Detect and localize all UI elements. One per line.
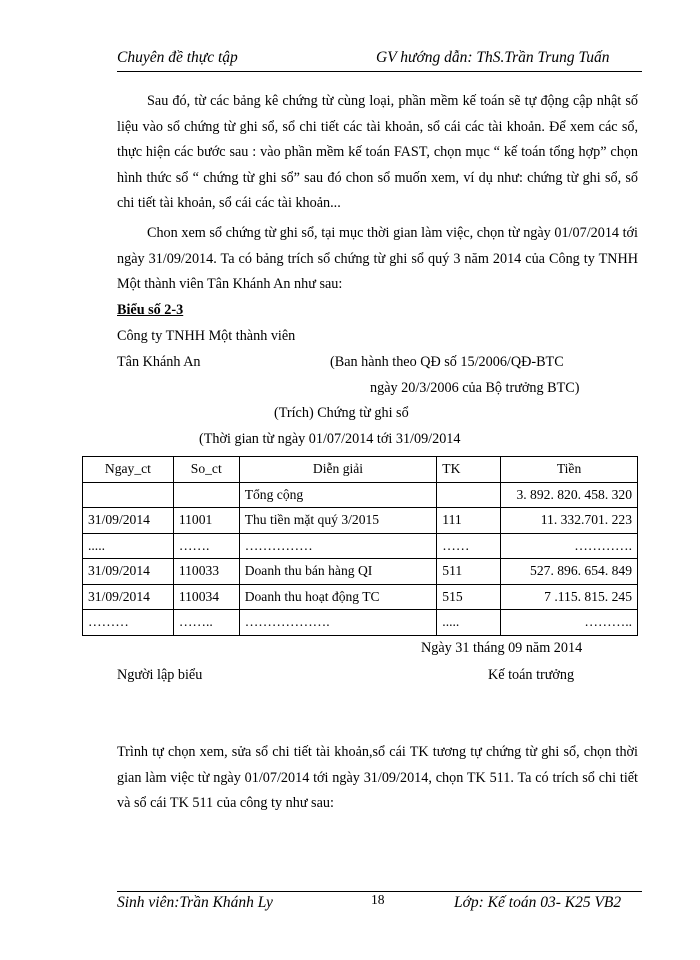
voucher-table xyxy=(82,456,638,636)
signature-date: Ngày 31 tháng 09 năm 2014 xyxy=(421,640,583,656)
header-rule xyxy=(117,71,642,72)
decree-line-1: (Ban hành theo QĐ số 15/2006/QĐ-BTC xyxy=(330,354,564,370)
cell-amount: 11. 332.701. 223 xyxy=(501,508,638,534)
decree-line-2: ngày 20/3/2006 của Bộ trưởng BTC) xyxy=(370,380,580,396)
paragraph-1: Sau đó, từ các bảng kê chứng từ cùng loại, phần mềm kế toán sẽ tự động cập nhật số liệu vào sổ chứng từ ghi sổ, sổ chi tiết các tài khoản, sổ cái các tài khoản. Để xem các sổ, thực hiện các bước sau : vào phần mềm kế toán FAST, chọn mục “ kế toán tổng hợp” chọn hình thức sổ “ chứng từ ghi sổ” sau đó chon sổ muốn xem, ví dụ như: chứng từ ghi sổ, sổ chi tiết tài khoản, sổ cái các tài khoản... xyxy=(117,93,638,211)
table-row xyxy=(83,508,638,534)
cell-account: 515 xyxy=(437,584,501,610)
cell-date: ..... xyxy=(83,533,174,559)
cell-date: 31/09/2014 xyxy=(83,559,174,585)
company-line-2: Tân Khánh An xyxy=(117,354,201,370)
cell-number: 110033 xyxy=(173,559,239,585)
cell-account: 111 xyxy=(437,508,501,534)
col-header-description: Diễn giải xyxy=(239,457,437,483)
col-header-amount: Tiền xyxy=(501,457,638,483)
cell-account: …… xyxy=(437,533,501,559)
signature-preparer: Người lập biểu xyxy=(117,667,203,683)
cell-date: 31/09/2014 xyxy=(83,584,174,610)
cell-description: …………… xyxy=(239,533,437,559)
footer-student: Sinh viên:Trần Khánh Ly xyxy=(117,894,273,911)
cell-date: 31/09/2014 xyxy=(83,508,174,534)
table-row xyxy=(83,559,638,585)
cell-account: 511 xyxy=(437,559,501,585)
table-header-row xyxy=(83,457,638,483)
paragraph-3: Trình tự chọn xem, sửa sổ chi tiết tài khoản,sổ cái TK tương tự chứng từ ghi sổ, chọn thời gian làm việc từ ngày 01/07/2014 tới ngày 31/09/2014, chọn TK 511. Ta có trích sổ chi tiết và sổ cái TK 511 của công ty như sau: xyxy=(117,744,638,811)
footer-class: Lớp: Kế toán 03- K25 VB2 xyxy=(454,894,622,911)
cell-amount: …………. xyxy=(501,533,638,559)
voucher-title: (Trích) Chứng từ ghi sổ xyxy=(274,405,409,421)
col-header-number: So_ct xyxy=(173,457,239,483)
cell-number: …….. xyxy=(173,610,239,636)
cell-description: Doanh thu bán hàng QI xyxy=(239,559,437,585)
company-line-1: Công ty TNHH Một thành viên xyxy=(117,328,296,344)
cell-amount: ……….. xyxy=(501,610,638,636)
table-row xyxy=(83,610,638,636)
table-row xyxy=(83,584,638,610)
table-row xyxy=(83,482,638,508)
cell-amount: 3. 892. 820. 458. 320 xyxy=(501,482,638,508)
col-header-account: TK xyxy=(437,457,501,483)
cell-amount: 7 .115. 815. 245 xyxy=(501,584,638,610)
cell-amount: 527. 896. 654. 849 xyxy=(501,559,638,585)
cell-date xyxy=(83,482,174,508)
cell-description: ………………. xyxy=(239,610,437,636)
page-number: 18 xyxy=(371,892,385,907)
signature-chief-accountant: Kế toán trưởng xyxy=(488,667,575,683)
form-label: Biểu số 2-3 xyxy=(117,302,184,318)
header-left: Chuyên đề thực tập xyxy=(117,49,238,66)
cell-description: Tổng cộng xyxy=(239,482,437,508)
header-right: GV hướng dẫn: ThS.Trần Trung Tuấn xyxy=(376,49,610,66)
cell-number: 11001 xyxy=(173,508,239,534)
cell-number: ……. xyxy=(173,533,239,559)
cell-number: 110034 xyxy=(173,584,239,610)
cell-number xyxy=(173,482,239,508)
cell-date: ……… xyxy=(83,610,174,636)
col-header-date: Ngay_ct xyxy=(83,457,174,483)
cell-description: Thu tiền mặt quý 3/2015 xyxy=(239,508,437,534)
cell-description: Doanh thu hoạt động TC xyxy=(239,584,437,610)
paragraph-2: Chon xem sổ chứng từ ghi sổ, tại mục thời gian làm việc, chọn từ ngày 01/07/2014 tới ngày 31/09/2014. Ta có bảng trích sổ chứng từ ghi sổ quý 3 năm 2014 của Công ty TNHH Một thành viên Tân Khánh An như sau: xyxy=(117,225,638,292)
table-row xyxy=(83,533,638,559)
voucher-period: (Thời gian từ ngày 01/07/2014 tới 31/09/2014 xyxy=(199,431,461,447)
cell-account: ..... xyxy=(437,610,501,636)
cell-account xyxy=(437,482,501,508)
